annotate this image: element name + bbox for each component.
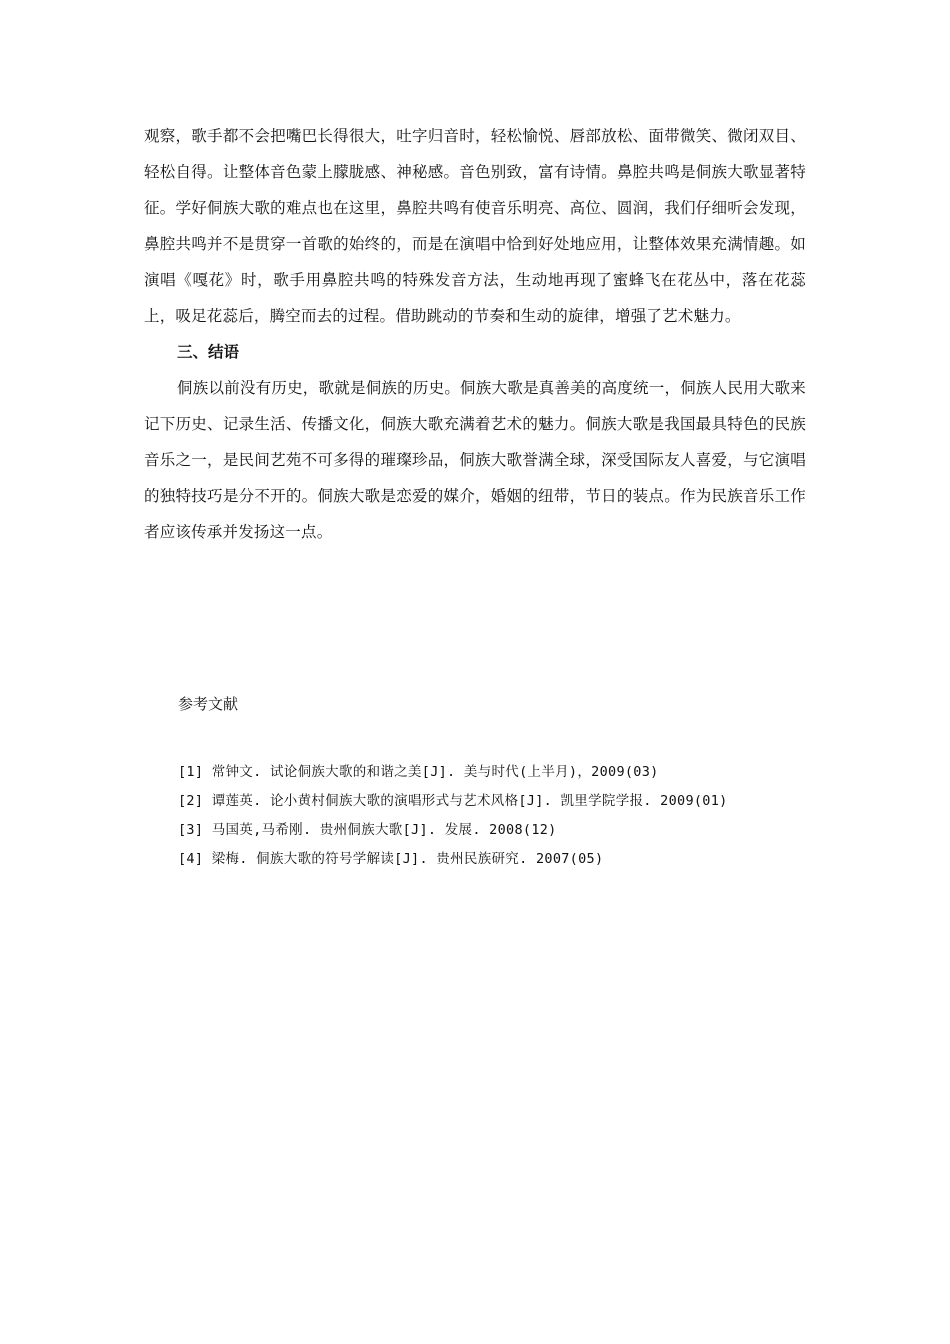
reference-list (144, 758, 806, 874)
reference-item: [3] 马国英,马希刚. 贵州侗族大歌[J]. 发展. 2008(12) (178, 822, 557, 838)
body-text (144, 118, 806, 550)
section-heading: 三、结语 (177, 343, 240, 361)
conclusion-paragraph: 侗族以前没有历史，歌就是侗族的历史。侗族大歌是真善美的高度统一，侗族人民用大歌来记下历史、记录生活、传播文化，侗族大歌充满着艺术的魅力。侗族大歌是我国最具特色的民族音乐之一，是民间艺苑不可多得的璀璨珍品，侗族大歌誉满全球，深受国际友人喜爱，与它演唱的独特技巧是分不开的。侗族大歌是恋爱的媒介，婚姻的纽带，节日的装点。作为民族音乐工作者应该传承并发扬这一点。 (144, 379, 806, 541)
reference-item: [2] 谭莲英. 论小黄村侗族大歌的演唱形式与艺术风格[J]. 凯里学院学报. 2009(01) (178, 793, 728, 809)
references-title: 参考文献 (178, 695, 239, 713)
paragraph-continued: 观察，歌手都不会把嘴巴长得很大，吐字归音时，轻松愉悦、唇部放松、面带微笑、微闭双目、轻松自得。让整体音色蒙上朦胧感、神秘感。音色别致，富有诗情。鼻腔共鸣是侗族大歌显著特征。学好侗族大歌的难点也在这里，鼻腔共鸣有使音乐明亮、高位、圆润，我们仔细听会发现，鼻腔共鸣并不是贯穿一首歌的始终的，而是在演唱中恰到好处地应用，让整体效果充满情趣。如演唱《嘎花》时，歌手用鼻腔共鸣的特殊发音方法，生动地再现了蜜蜂飞在花丛中，落在花蕊上，吸足花蕊后，腾空而去的过程。借助跳动的节奏和生动的旋律，增强了艺术魅力。 (144, 127, 806, 325)
reference-item: [1] 常钟文. 试论侗族大歌的和谐之美[J]. 美与时代(上半月)，2009(03) (178, 764, 659, 780)
reference-item: [4] 梁梅. 侗族大歌的符号学解读[J]. 贵州民族研究. 2007(05) (178, 851, 604, 867)
